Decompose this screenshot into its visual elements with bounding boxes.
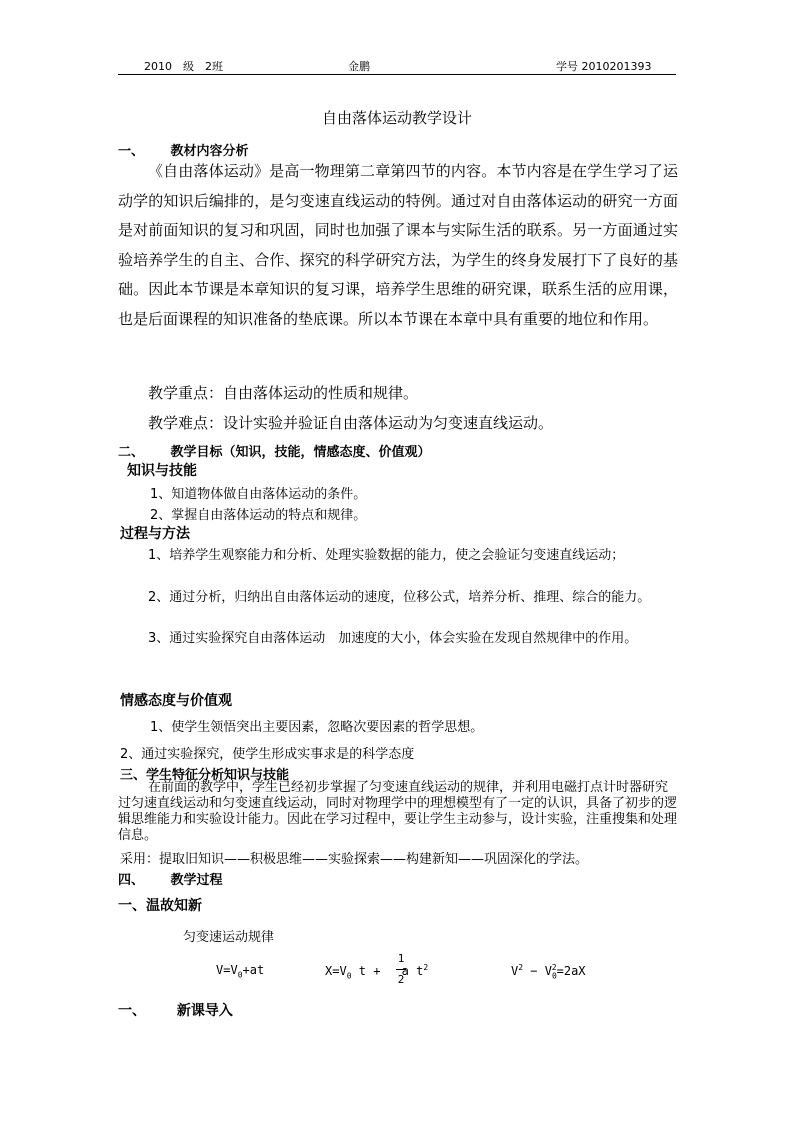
- page-title: 自由落体运动教学设计: [321, 109, 472, 127]
- formula3-b: − V: [523, 964, 552, 978]
- section2-number: 二、: [118, 445, 145, 460]
- section1-paragraph: 《自由落体运动》是高一物理第二章第四节的内容。本节内容是在学生学习了运动学的知识后编排的，是匀变速直线运动的特例。通过对自由落体运动的研究一方面是对前面知识的复习和巩固，同时也加强了课本与实际生活的联系。另一方面通过实验培养学生的自主、合作、探究的科学研究方法，为学生的终身发展打下了良好的基础。因此本节课是本章知识的复习课，培养学生思维的研究课，联系生活的应用课，也是后面课程的知识准备的垫底课。所以本节课在本章中具有重要的地位和作用。: [118, 162, 678, 328]
- difficulty-point: 教学难点：设计实验并验证自由落体运动为匀变速直线运动。: [148, 414, 554, 432]
- section2-heading: [118, 441, 431, 460]
- formula-velocity: [216, 963, 264, 979]
- formula1-rhs: +at: [242, 963, 265, 977]
- key-point: 教学重点：自由落体运动的性质和规律。: [148, 384, 419, 402]
- header-class-info: 2010 级 2班: [144, 60, 223, 73]
- fraction-numerator: 1: [397, 952, 405, 965]
- formula2-lhs: X=V: [325, 964, 347, 978]
- formula3-c: =2aX: [556, 964, 586, 978]
- formula2-tail: a t: [401, 964, 424, 978]
- emotion-heading: 情感态度与价值观: [120, 693, 232, 709]
- formula-displacement: [325, 963, 428, 980]
- formula-velocity-squared: [511, 963, 586, 980]
- section4-title: 教学过程: [170, 873, 223, 888]
- process-item-1: 1、培养学生观察能力和分析、处理实验数据的能力，使之会验证匀变速直线运动；: [148, 548, 625, 563]
- emotion-item-2: 2、通过实验探究，使学生形成实事求是的科学态度: [120, 747, 415, 762]
- new-lesson-title: 新课导入: [176, 1003, 233, 1019]
- section3-paragraph: 在前面的教学中，学生已经初步掌握了匀变速直线运动的规律，并利用电磁打点计时器研究过匀速直线运动和匀变速直线运动，同时对物理学中的理想模型有了一定的认识，具备了初步的逻辑思维能力和实验设计能力。因此在学习过程中，要让学生主动参与，设计实验，注重搜集和处理信息。: [118, 780, 678, 843]
- formula1-lhs: V=V: [216, 963, 238, 977]
- new-lesson-heading: [118, 1000, 233, 1020]
- fraction-denominator: 2: [397, 973, 405, 986]
- header-name: 金鹏: [348, 60, 370, 73]
- header-divider: [118, 74, 676, 75]
- formula3-sub: 0: [551, 971, 557, 981]
- section1-title: 教材内容分析: [170, 144, 249, 159]
- knowledge-heading: 知识与技能: [127, 463, 197, 479]
- formula3-a: V: [511, 964, 519, 978]
- formula1-sub: 0: [237, 970, 243, 980]
- formula2-sub: 0: [346, 971, 352, 981]
- formula2-sup: 2: [423, 963, 429, 972]
- process-item-2: 2、通过分析，归纳出自由落体运动的速度，位移公式，培养分析、推理、综合的能力。: [148, 590, 651, 605]
- section1-number: 一、: [118, 144, 145, 159]
- fraction-bar: [396, 969, 406, 970]
- section2-title: 教学目标（知识，技能，情感态度、价值观）: [170, 445, 431, 460]
- section4-heading: [118, 869, 223, 888]
- section3-heading: 三、学生特征分析知识与技能: [120, 768, 290, 783]
- formula3-sup2: 2: [551, 963, 557, 972]
- knowledge-item-2: 2、掌握自由落体运动的特点和规律。: [150, 508, 367, 523]
- new-lesson-number: 一、: [118, 1003, 146, 1019]
- knowledge-item-1: 1、知道物体做自由落体运动的条件。: [150, 487, 367, 502]
- formula3-sup1: 2: [518, 963, 524, 972]
- review-label: 匀变速运动规律: [183, 930, 275, 945]
- process-heading: 过程与方法: [120, 526, 190, 542]
- section4-number: 四、: [118, 873, 145, 888]
- process-item-3: 3、通过实验探究自由落体运动 加速度的大小，体会实验在发现自然规律中的作用。: [148, 631, 638, 646]
- review-subheading: 一、温故知新: [118, 898, 202, 914]
- header-student-id: 学号 2010201393: [556, 60, 652, 73]
- section3-method: 采用：提取旧知识——积极思维——实验探索——构建新知——巩固深化的学法。: [120, 852, 589, 867]
- emotion-item-1: 1、使学生领悟突出主要因素，忽略次要因素的哲学思想。: [150, 720, 484, 735]
- formula2-mid: t +: [351, 964, 388, 978]
